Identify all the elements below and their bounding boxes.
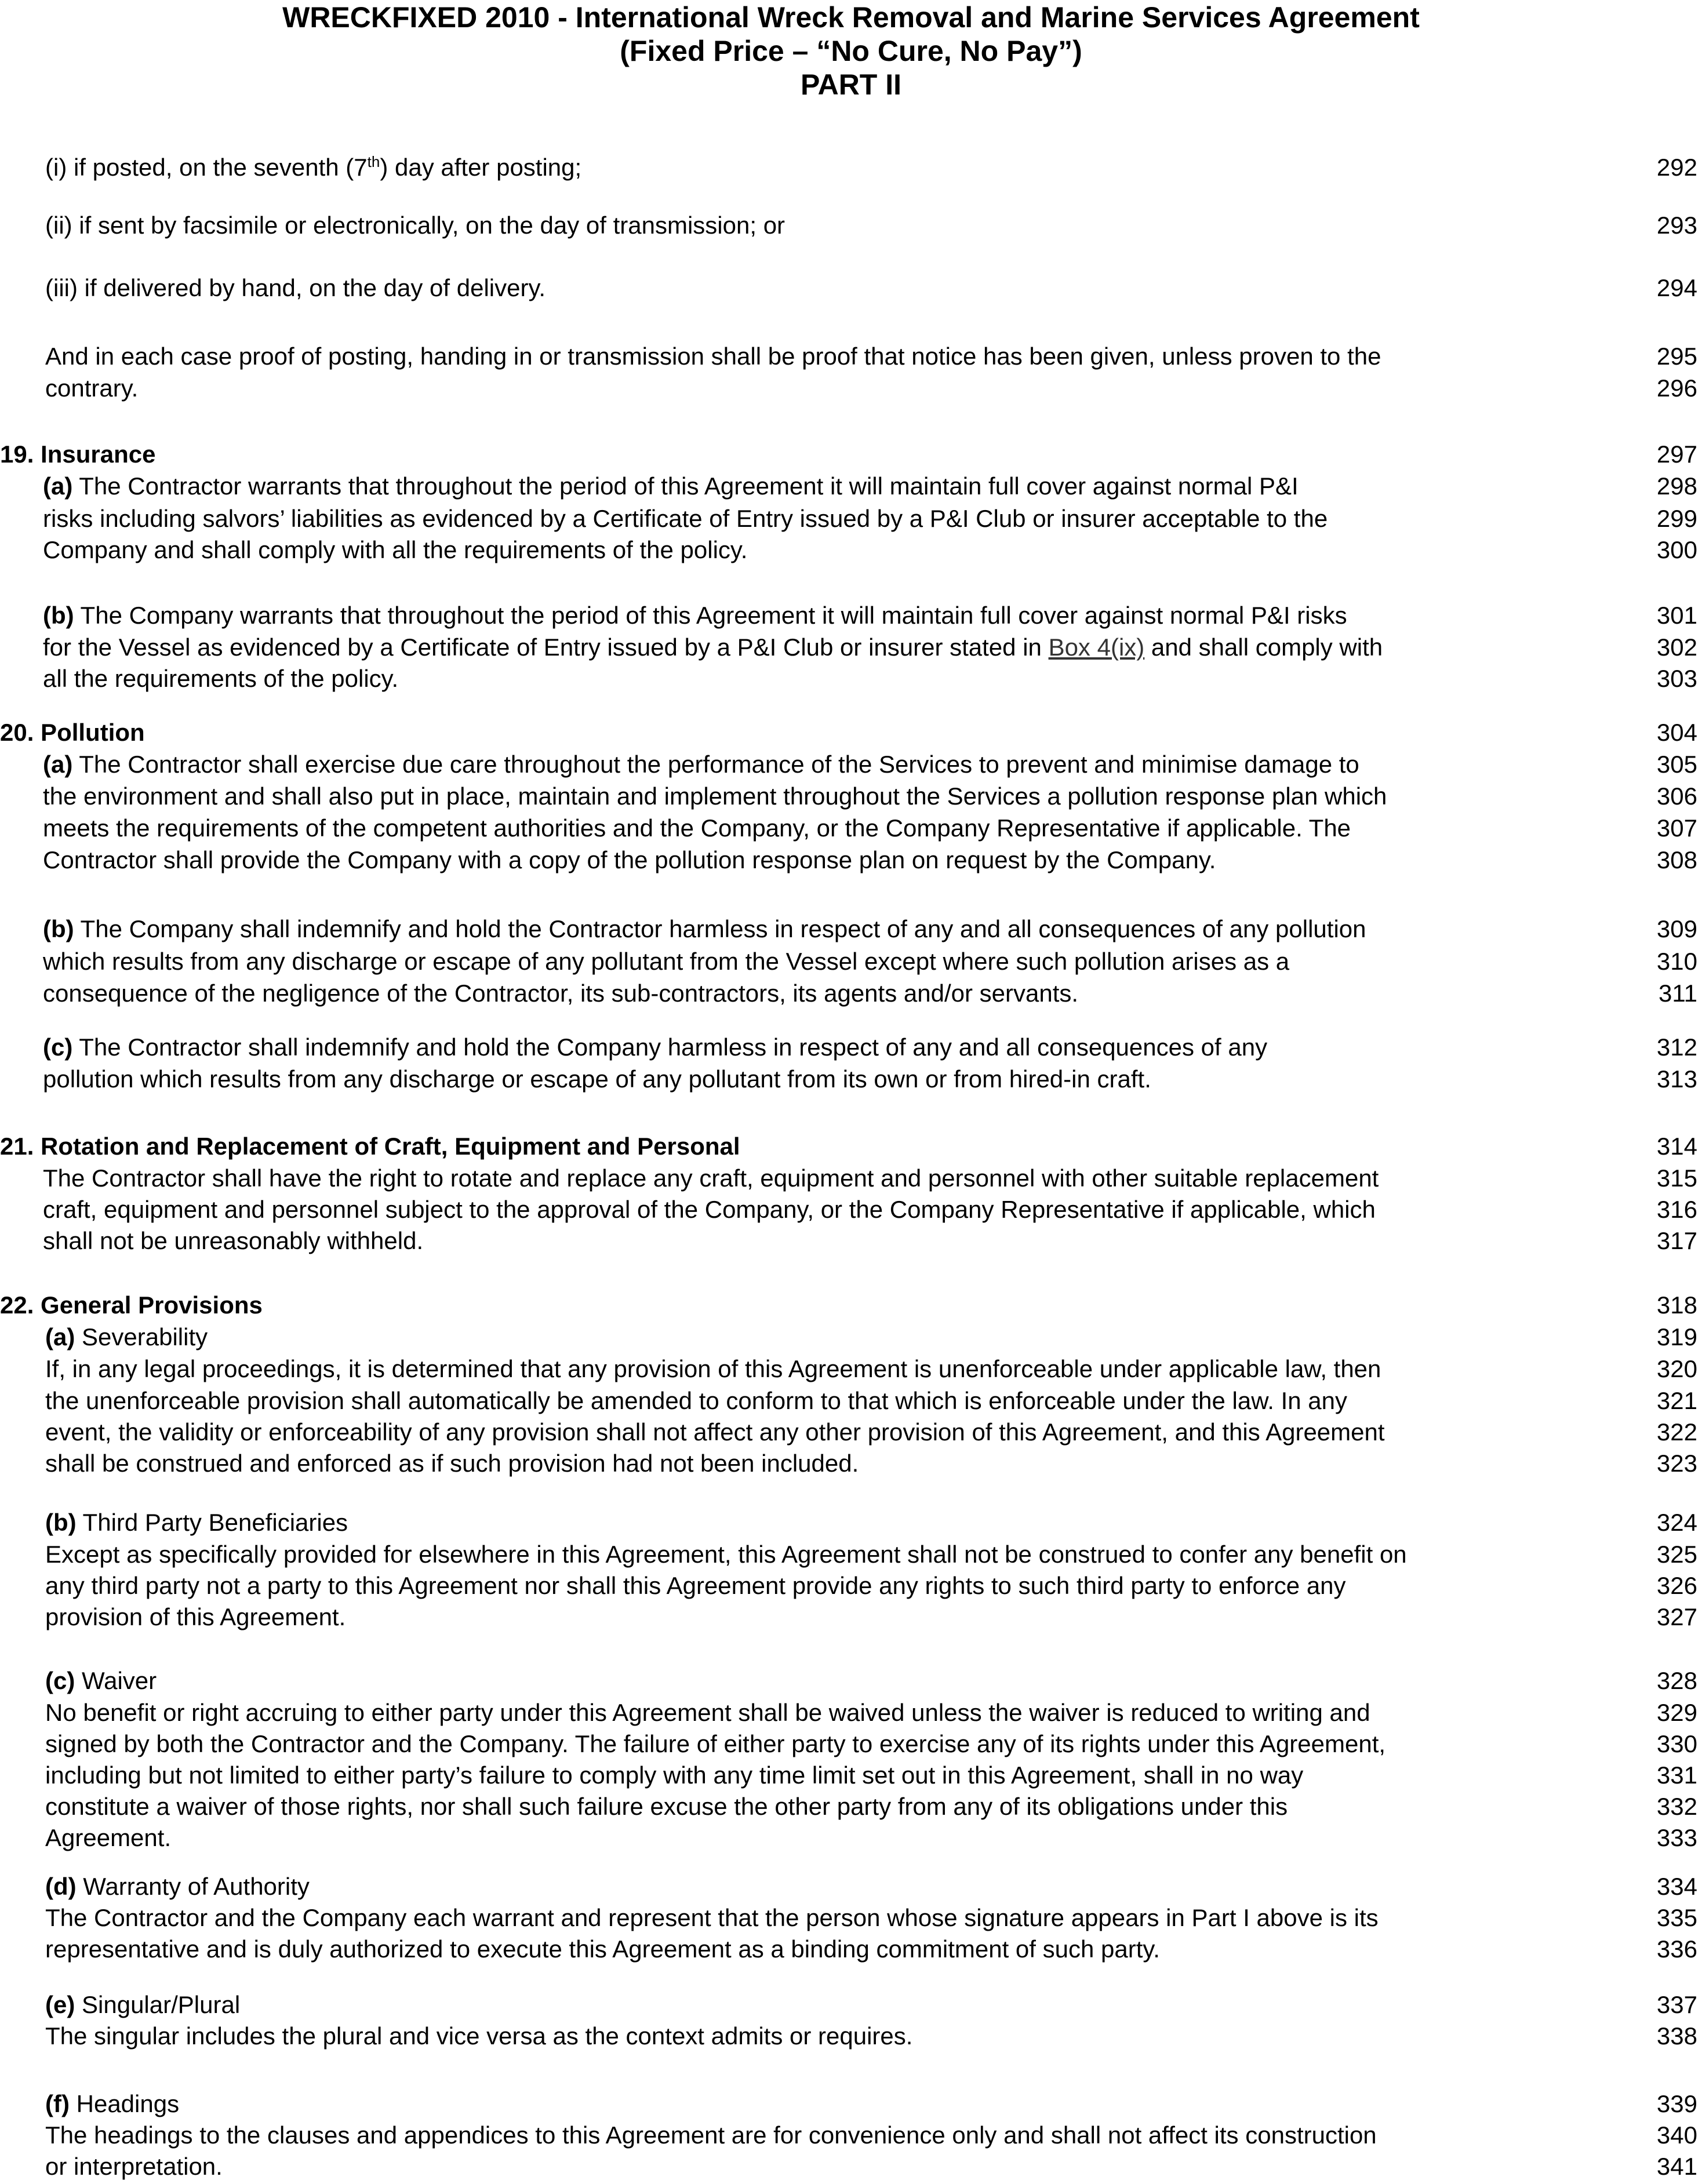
notice-item-i: (i) if posted, on the seventh (7th) day after posting;: [45, 153, 582, 181]
clause-22d-line: The Contractor and the Company each warrant and represent that the person whose signature appears in Part I above is its: [45, 1904, 1379, 1931]
line-number: 334: [1656, 1873, 1697, 1900]
clause-22b-line: provision of this Agreement.: [45, 1603, 346, 1630]
clause-22d-title: (d) Warranty of Authority: [45, 1873, 310, 1900]
clause-22b-line: any third party not a party to this Agreement nor shall this Agreement provide any rights to such third party to enforce any: [45, 1572, 1346, 1599]
clause-22c-line: signed by both the Contractor and the Company. The failure of either party to exercise any of its rights under this Agreement,: [45, 1730, 1386, 1757]
line-number: 324: [1656, 1509, 1697, 1536]
line-number: 321: [1656, 1387, 1697, 1414]
line-number: 337: [1656, 1991, 1697, 2018]
notice-item-ii: (ii) if sent by facsimile or electronically, on the day of transmission; or: [45, 212, 785, 239]
clause-19b-line: (b) The Company warrants that throughout the period of this Agreement it will maintain full cover against normal P&I risks: [43, 602, 1347, 629]
clause-20-heading: 20. Pollution: [0, 719, 145, 746]
line-number: 293: [1656, 212, 1697, 239]
clause-22c-title: (c) Waiver: [45, 1667, 157, 1694]
document-title: WRECKFIXED 2010 - International Wreck Removal and Marine Services Agreement: [282, 1, 1420, 34]
line-number: 313: [1656, 1065, 1697, 1093]
clause-19b-line: for the Vessel as evidenced by a Certificate of Entry issued by a P&I Club or insurer stated in Box 4(ix) and shall comply with: [43, 634, 1383, 661]
line-number: 301: [1656, 602, 1697, 629]
clause-22e-title: (e) Singular/Plural: [45, 1991, 241, 2018]
line-number: 303: [1656, 665, 1697, 692]
box-4-ix-link[interactable]: Box 4(ix): [1048, 634, 1145, 661]
clause-22f-title: (f) Headings: [45, 2090, 180, 2117]
clause-20a-line: (a) The Contractor shall exercise due care throughout the performance of the Services to prevent and minimise damage to: [43, 751, 1359, 778]
clause-21-line: The Contractor shall have the right to rotate and replace any craft, equipment and personnel with other suitable replacement: [43, 1164, 1379, 1192]
line-number: 309: [1656, 915, 1697, 942]
line-number: 340: [1656, 2121, 1697, 2149]
line-number: 328: [1656, 1667, 1697, 1694]
clause-22a-line: shall be construed and enforced as if such provision had not been included.: [45, 1450, 859, 1477]
line-number: 339: [1656, 2090, 1697, 2117]
clause-22b-title: (b) Third Party Beneficiaries: [45, 1509, 348, 1536]
line-number: 325: [1656, 1541, 1697, 1568]
line-number: 312: [1656, 1033, 1697, 1061]
line-number: 295: [1656, 343, 1697, 370]
clause-22a-line: the unenforceable provision shall automatically be amended to conform to that which is enforceable under the law. In any: [45, 1387, 1348, 1414]
clause-20c-line: (c) The Contractor shall indemnify and hold the Company harmless in respect of any and all consequences of any: [43, 1033, 1268, 1061]
clause-20a-line: the environment and shall also put in place, maintain and implement throughout the Services a pollution response plan which: [43, 782, 1387, 810]
line-number: 305: [1656, 751, 1697, 778]
line-number: 310: [1656, 948, 1697, 975]
clause-22c-line: constitute a waiver of those rights, nor shall such failure excuse the other party from any of its obligations under this: [45, 1793, 1288, 1820]
line-number: 306: [1656, 782, 1697, 810]
line-number: 327: [1656, 1603, 1697, 1630]
line-number: 322: [1656, 1418, 1697, 1446]
line-number: 341: [1656, 2153, 1697, 2180]
line-number: 299: [1656, 505, 1697, 532]
line-number: 338: [1656, 2022, 1697, 2050]
clause-20a-line: Contractor shall provide the Company with a copy of the pollution response plan on request by the Company.: [43, 846, 1216, 873]
document-part: PART II: [800, 68, 902, 101]
clause-22c-line: Agreement.: [45, 1824, 172, 1851]
clause-22a-line: If, in any legal proceedings, it is determined that any provision of this Agreement is unenforceable under applicable law, then: [45, 1355, 1381, 1382]
notice-proof-line: contrary.: [45, 374, 139, 402]
clause-22c-line: including but not limited to either party’s failure to comply with any time limit set out in this Agreement, shall in no way: [45, 1761, 1304, 1789]
clause-22e-line: The singular includes the plural and vice versa as the context admits or requires.: [45, 2022, 913, 2050]
clause-22c-line: No benefit or right accruing to either party under this Agreement shall be waived unless the waiver is reduced to writing and: [45, 1699, 1370, 1726]
clause-20b-line: consequence of the negligence of the Contractor, its sub-contractors, its agents and/or servants.: [43, 980, 1079, 1007]
line-number: 297: [1656, 441, 1697, 468]
clause-22f-line: or interpretation.: [45, 2153, 223, 2180]
notice-item-iii: (iii) if delivered by hand, on the day of delivery.: [45, 274, 546, 301]
clause-19a-line: Company and shall comply with all the requirements of the policy.: [43, 536, 748, 563]
line-number: 330: [1656, 1730, 1697, 1757]
line-number: 316: [1656, 1196, 1697, 1223]
clause-21-line: craft, equipment and personnel subject to the approval of the Company, or the Company Representative if applicable, which: [43, 1196, 1376, 1223]
clause-20c-line: pollution which results from any discharge or escape of any pollutant from its own or from hired-in craft.: [43, 1065, 1151, 1093]
line-number: 320: [1656, 1355, 1697, 1382]
clause-19-heading: 19. Insurance: [0, 441, 156, 468]
line-number: 332: [1656, 1793, 1697, 1820]
line-number: 314: [1656, 1133, 1697, 1160]
clause-20a-line: meets the requirements of the competent authorities and the Company, or the Company Representative if applicable. The: [43, 814, 1351, 842]
line-number: 304: [1656, 719, 1697, 746]
clause-20b-line: (b) The Company shall indemnify and hold the Contractor harmless in respect of any and all consequences of any pollution: [43, 915, 1366, 942]
clause-20b-line: which results from any discharge or escape of any pollutant from the Vessel except where such pollution arises as a: [43, 948, 1290, 975]
clause-22a-title: (a) Severability: [45, 1323, 208, 1351]
line-number: 317: [1656, 1227, 1697, 1254]
line-number: 331: [1656, 1761, 1697, 1789]
line-number: 326: [1656, 1572, 1697, 1599]
line-number: 307: [1656, 814, 1697, 842]
line-number: 298: [1656, 472, 1697, 500]
clause-22b-line: Except as specifically provided for elsewhere in this Agreement, this Agreement shall not be construed to confer any benefit on: [45, 1541, 1407, 1568]
line-number: 319: [1656, 1323, 1697, 1351]
line-number: 311: [1659, 980, 1697, 1007]
line-number: 296: [1656, 374, 1697, 402]
line-number: 323: [1656, 1450, 1697, 1477]
line-number: 308: [1656, 846, 1697, 873]
clause-22d-line: representative and is duly authorized to execute this Agreement as a binding commitment of such party.: [45, 1935, 1160, 1963]
line-number: 300: [1656, 536, 1697, 563]
line-number: 292: [1656, 154, 1697, 181]
line-number: 318: [1656, 1291, 1697, 1319]
notice-proof-line: And in each case proof of posting, handing in or transmission shall be proof that notice has been given, unless proven to the: [45, 343, 1381, 370]
clause-19a-line: (a) The Contractor warrants that throughout the period of this Agreement it will maintain full cover against normal P&I: [43, 472, 1299, 500]
document-subtitle: (Fixed Price – “No Cure, No Pay”): [620, 35, 1082, 67]
line-number: 329: [1656, 1699, 1697, 1726]
line-number: 336: [1656, 1935, 1697, 1963]
line-number: 335: [1656, 1904, 1697, 1931]
clause-21-heading: 21. Rotation and Replacement of Craft, Equipment and Personal: [0, 1133, 740, 1160]
line-number: 315: [1656, 1164, 1697, 1192]
line-number: 294: [1656, 274, 1697, 301]
clause-19b-line: all the requirements of the policy.: [43, 665, 399, 692]
line-number: 302: [1656, 634, 1697, 661]
clause-22-heading: 22. General Provisions: [0, 1291, 263, 1319]
clause-22a-line: event, the validity or enforceability of any provision shall not affect any other provision of this Agreement, and this Agreement: [45, 1418, 1385, 1446]
clause-19a-line: risks including salvors’ liabilities as evidenced by a Certificate of Entry issued by a P&I Club or insurer acceptable to the: [43, 505, 1328, 532]
clause-21-line: shall not be unreasonably withheld.: [43, 1227, 424, 1254]
line-number: 333: [1656, 1824, 1697, 1851]
clause-22f-line: The headings to the clauses and appendices to this Agreement are for convenience only and shall not affect its construction: [45, 2121, 1377, 2149]
